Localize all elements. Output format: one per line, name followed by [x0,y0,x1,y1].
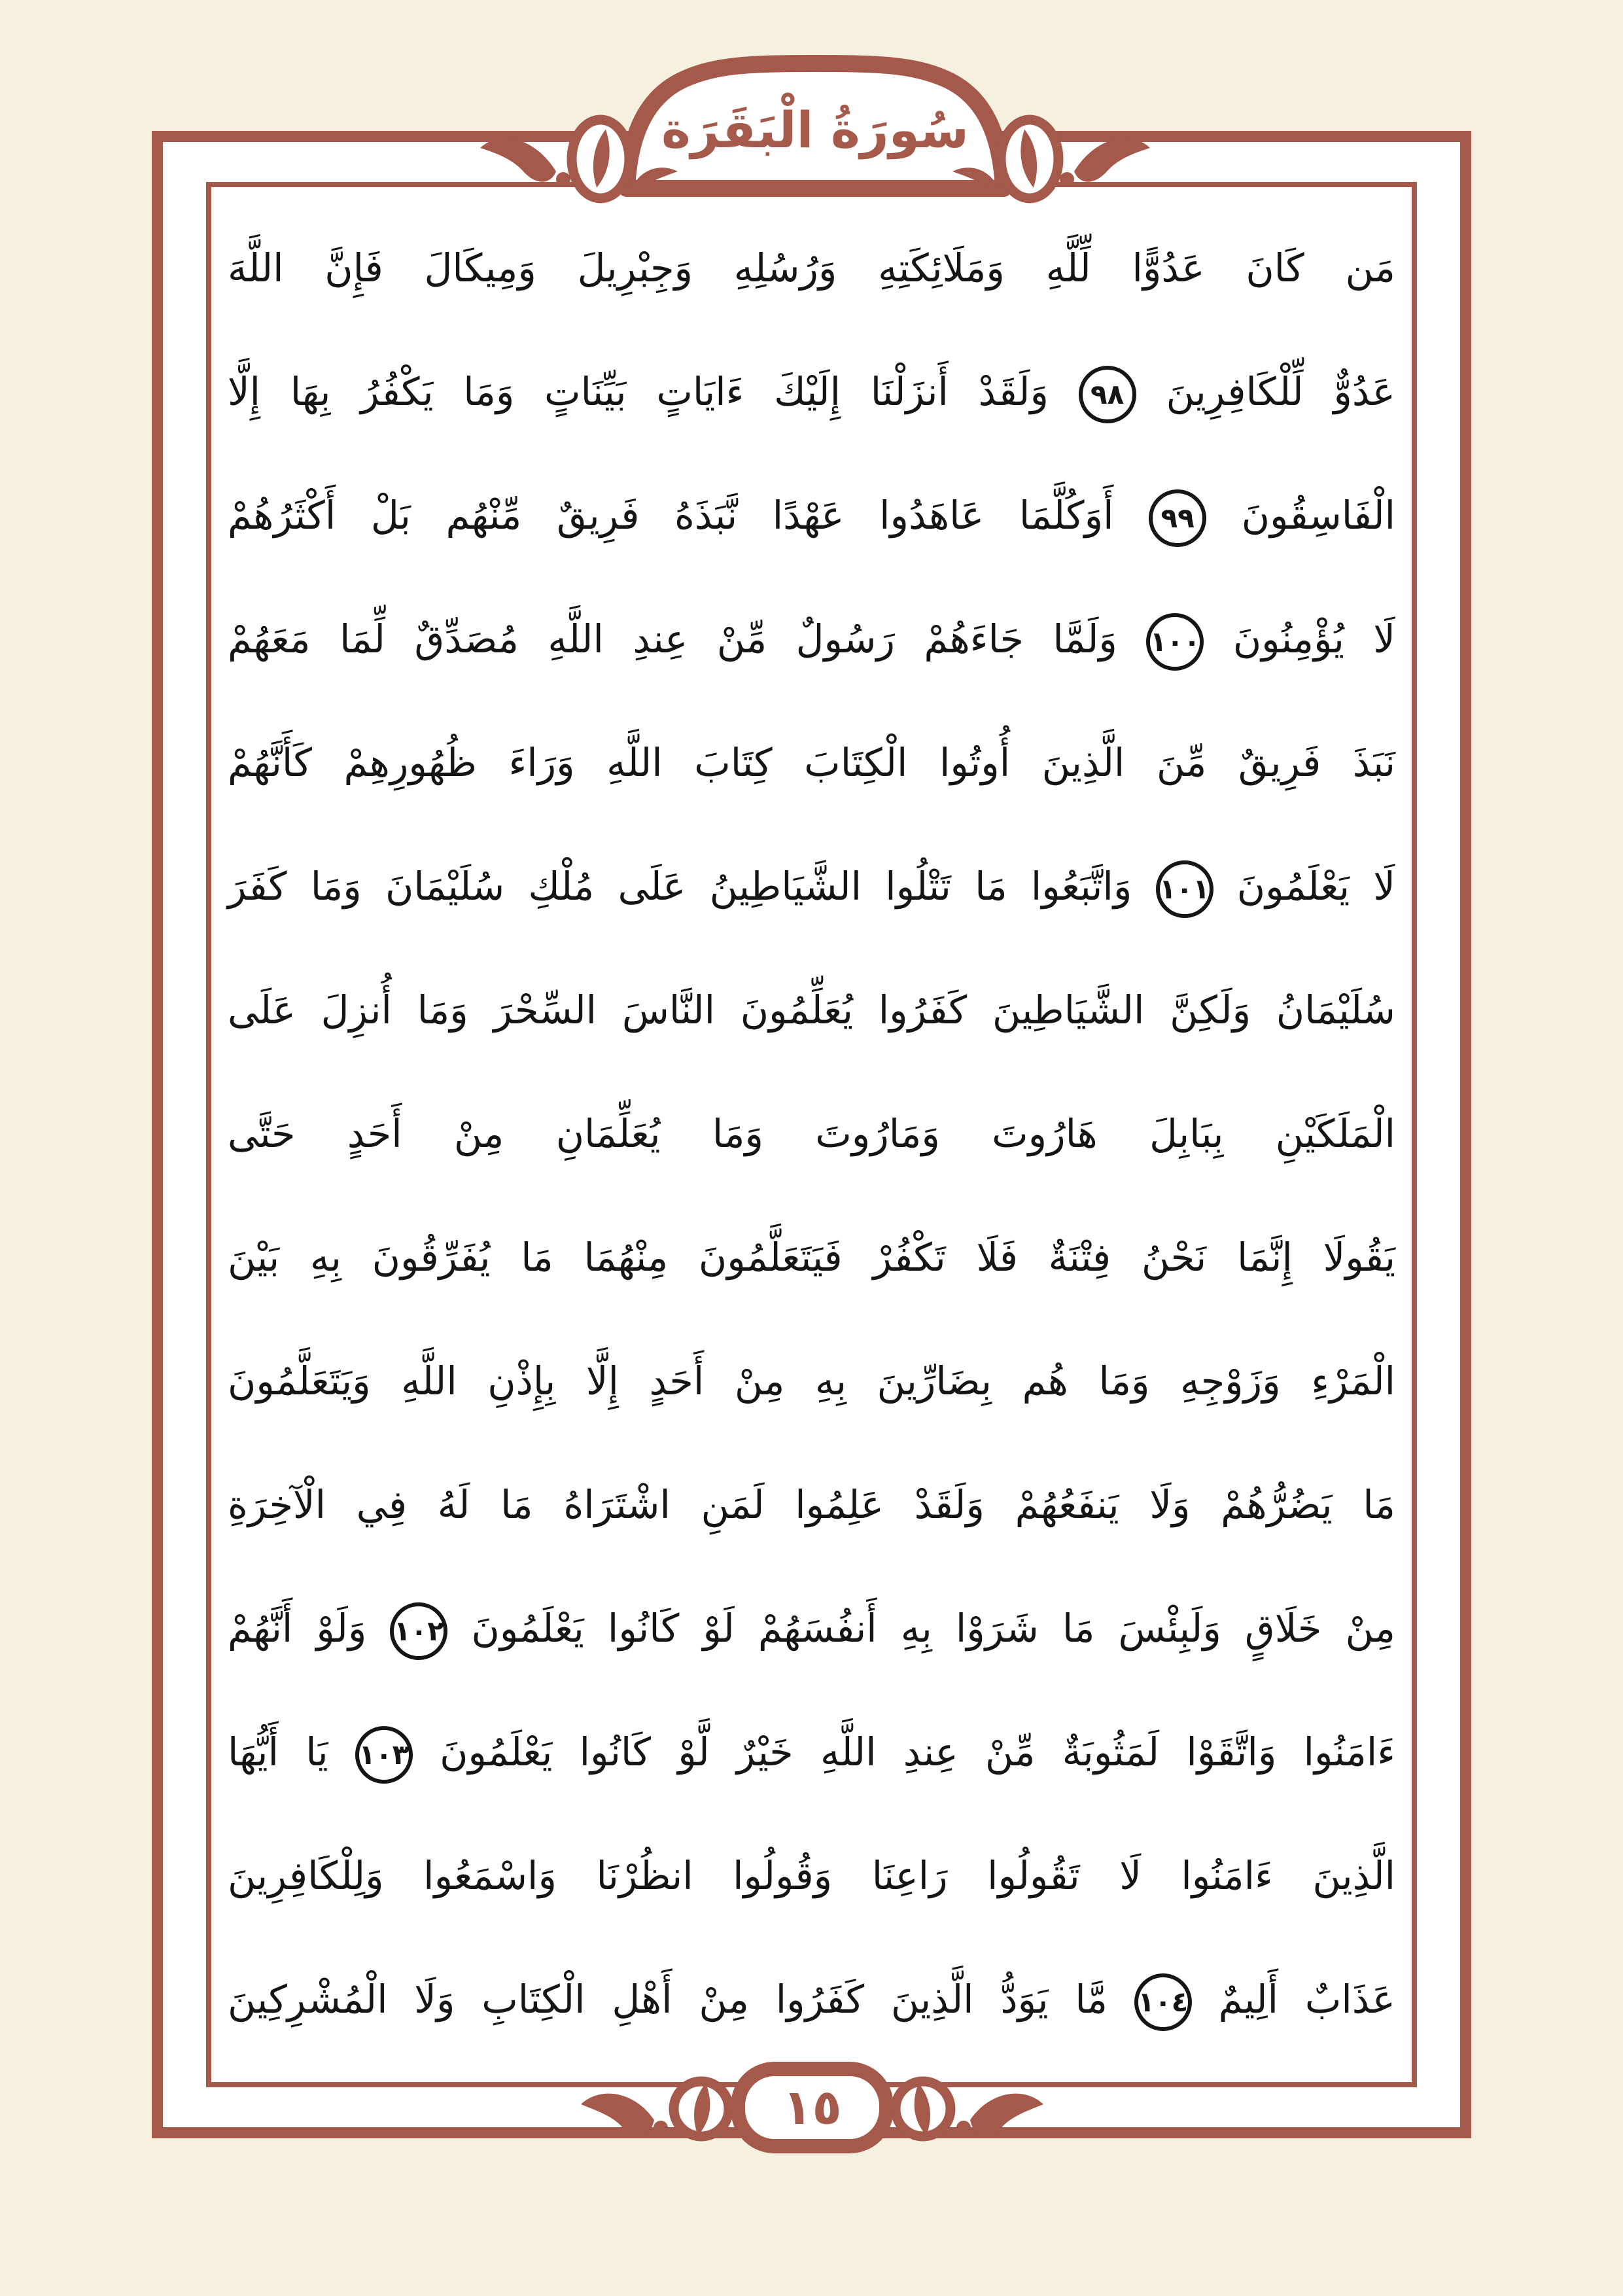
quran-text-segment: عَذَابٌ أَلِيمٌ [1218,1977,1395,2022]
verse-number-badge: ١٠٠ [1146,613,1204,671]
quran-text-segment: وَاتَّبَعُوا مَا تَتْلُوا الشَّيَاطِينُ عَلَى مُلْكِ سُلَيْمَانَ وَمَا كَفَرَ [228,864,1132,909]
quran-text-segment: ءَامَنُوا وَاتَّقَوْا لَمَثُوبَةٌ مِّنْ عِندِ اللَّهِ خَيْرٌ لَّوْ كَانُوا يَعْلَمُونَ [440,1729,1395,1775]
quran-line [228,1690,1395,1814]
quran-text-segment: وَلَقَدْ أَنزَلْنَا إِلَيْكَ ءَايَاتٍ بَيِّنَاتٍ وَمَا يَكْفُرُ بِهَا إِلَّا [228,369,1049,414]
quran-text-segment: مَن كَانَ عَدُوًّا لِّلَّهِ وَمَلَائِكَتِهِ وَرُسُلِهِ وَجِبْرِيلَ وَمِيكَالَ فَإِنَّ اللَّهَ [228,245,1395,291]
verse-number-badge: ١٠١ [1156,860,1213,918]
quran-line [228,1072,1395,1195]
quran-text-segment: يَا أَيُّهَا [228,1729,328,1775]
dot-ornament-icon [956,2121,971,2135]
surah-title: سُورَةُ الْبَقَرَة [661,100,969,159]
quran-line [228,1814,1395,1937]
quran-text-segment: سُلَيْمَانُ وَلَكِنَّ الشَّيَاطِينَ كَفَرُوا يُعَلِّمُونَ النَّاسَ السِّحْرَ وَمَا أُنزِلَ عَلَى [228,987,1395,1033]
verse-number-badge: ٩٩ [1149,489,1206,547]
leaf-ornament-icon [581,2094,654,2138]
quran-text-segment: لَا يَعْلَمُونَ [1236,864,1395,909]
quran-text-segment: مِنْ خَلَاقٍ وَلَبِئْسَ مَا شَرَوْا بِهِ أَنفُسَهُمْ لَوْ كَانُوا يَعْلَمُونَ [471,1606,1395,1651]
quran-line [228,1566,1395,1690]
quran-text-segment: وَلَمَّا جَاءَهُمْ رَسُولٌ مِّنْ عِندِ اللَّهِ مُصَدِّقٌ لِّمَا مَعَهُمْ [228,616,1117,662]
quran-text-segment: الَّذِينَ ءَامَنُوا لَا تَقُولُوا رَاعِنَا وَقُولُوا انظُرْنَا وَاسْمَعُوا وَلِلْكَافِرِينَ [228,1853,1395,1898]
quran-text-segment: وَلَوْ أَنَّهُمْ [228,1606,367,1651]
quran-text-segment: الْفَاسِقُونَ [1241,493,1395,538]
leaf-ornament-icon [480,138,556,181]
quran-line [228,206,1395,330]
dot-ornament-icon [1060,172,1074,186]
quran-line [228,330,1395,453]
quran-text-segment: نَبَذَ فَرِيقٌ مِّنَ الَّذِينَ أُوتُوا الْكِتَابَ كِتَابَ اللَّهِ وَرَاءَ ظُهُورِهِمْ كَأَنَّهُمْ [228,740,1395,785]
quran-line [228,577,1395,701]
verse-number-badge: ١٠٤ [1134,1973,1192,2031]
quran-text-segment: أَوَكُلَّمَا عَاهَدُوا عَهْدًا نَّبَذَهُ فَرِيقٌ مِّنْهُم بَلْ أَكْثَرُهُمْ [228,493,1114,538]
quran-text-segment: مَا يَضُرُّهُمْ وَلَا يَنفَعُهُمْ وَلَقَدْ عَلِمُوا لَمَنِ اشْتَرَاهُ مَا لَهُ فِي الْآخِرَةِ [228,1482,1395,1527]
quran-line [228,453,1395,577]
verse-number-badge: ٩٨ [1079,366,1136,423]
dot-ornament-icon [654,2121,668,2135]
quran-text-segment: عَدُوٌّ لِّلْكَافِرِينَ [1166,369,1395,414]
footer-right-flourish [896,2081,1043,2138]
quran-text-segment: الْمَلَكَيْنِ بِبَابِلَ هَارُوتَ وَمَارُوتَ وَمَا يُعَلِّمَانِ مِنْ أَحَدٍ حَتَّى [228,1111,1395,1156]
verse-number-badge: ١٠٢ [390,1602,447,1660]
quran-text-segment: مَّا يَوَدُّ الَّذِينَ كَفَرُوا مِنْ أَهْلِ الْكِتَابِ وَلَا الْمُشْرِكِينَ [228,1977,1108,2022]
quran-text-segment: يَقُولَا إِنَّمَا نَحْنُ فِتْنَةٌ فَلَا تَكْفُرْ فَيَتَعَلَّمُونَ مِنْهُمَا مَا يُفَرِّقُونَ بِهِ بَيْنَ [228,1235,1395,1280]
leaf-ornament-icon [1074,138,1150,181]
quran-text-segment: الْمَرْءِ وَزَوْجِهِ وَمَا هُم بِضَارِّينَ بِهِ مِنْ أَحَدٍ إِلَّا بِإِذْنِ اللَّهِ وَيَتَعَلَّمُونَ [228,1358,1395,1404]
quran-text-block [228,206,1395,2061]
quran-line [228,701,1395,824]
quran-line [228,948,1395,1072]
quran-text-segment: لَا يُؤْمِنُونَ [1232,616,1396,662]
quran-line [228,1443,1395,1566]
dot-ornament-icon [556,172,570,186]
quran-line [228,824,1395,948]
quran-line [228,1195,1395,1319]
page-number: ١٥ [782,2079,842,2136]
quran-line [228,1319,1395,1443]
verse-number-badge: ١٠٣ [355,1726,413,1784]
leaf-ornament-icon [970,2094,1043,2138]
footer-left-flourish [581,2081,729,2138]
quran-line [228,1937,1395,2061]
